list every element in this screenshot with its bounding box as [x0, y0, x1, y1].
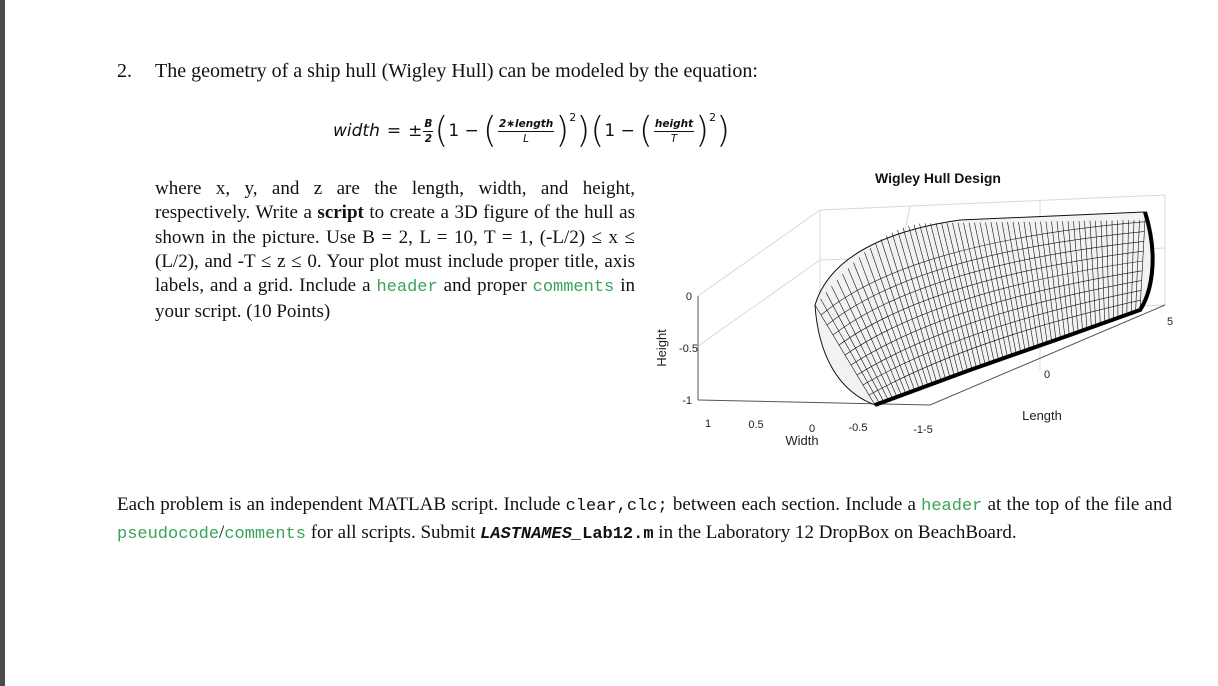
eq-lhs: width [333, 121, 380, 141]
paren-open: ( [638, 110, 653, 151]
desc-text: to create a 3D figure of the hull as shown in the picture. Use B = 2, L = 10, T = 1, (-L/2) ≤ x ≤ (L/2), and -T ≤ z ≤ 0. Your plot must include proper title, axis labels, and a grid. Include a [155, 202, 636, 297]
axis-box-edge [820, 195, 1165, 210]
x-tick-1: 1 [704, 418, 712, 430]
frac-length-den: L [523, 132, 530, 145]
eq-one-minus-1: 1 − [448, 121, 479, 141]
paren-close: ) [555, 110, 570, 151]
z-tick-0: 0 [685, 291, 692, 303]
eq-one-minus-2: 1 − [604, 121, 635, 141]
frac-height-den: T [670, 132, 678, 145]
footer-pseudocode-keyword: pseudocode [117, 525, 220, 544]
footer-text: in the Laboratory 12 DropBox on BeachBoard. [653, 522, 1017, 543]
x-tick-0: 0 [808, 423, 816, 435]
footer-filename-italic: LASTNAMES_ [480, 525, 583, 544]
problem-description [155, 177, 635, 325]
paren-close: ) [716, 110, 731, 151]
desc-text: and proper [437, 275, 533, 297]
x-tick-neg-1: -1-5 [913, 424, 933, 436]
eq-exponent: 2 [709, 110, 717, 124]
x-tick-labels [705, 418, 933, 436]
footer-text: Each problem is an independent MATLAB script. Include [117, 494, 566, 515]
eq-exponent: 2 [569, 110, 577, 124]
question-title: The geometry of a ship hull (Wigley Hull) can be modeled by the equation: [155, 60, 758, 82]
paren-open: ( [434, 110, 449, 151]
paren-open: ( [590, 110, 605, 151]
hull-3d-plot [640, 160, 1200, 460]
frac-b-den: 2 [424, 132, 433, 145]
x-axis-label: Width [785, 433, 819, 448]
desc-text: where x, y, and z are the length, width, and height, respectively. Write a [155, 178, 635, 224]
chart-title: Wigley Hull Design [875, 170, 1001, 186]
z-tick-labels [679, 291, 698, 407]
footer-header-keyword: header [921, 497, 983, 516]
window-edge [0, 0, 5, 686]
footer-code: clear,clc; [565, 497, 668, 516]
footer-filename: Lab12.m [582, 525, 654, 544]
eq-equals: = [386, 121, 402, 141]
paren-open: ( [482, 110, 497, 151]
y-tick-5: 5 [1166, 316, 1174, 328]
footer-text: between each section. Include a [667, 494, 922, 515]
footer-text: at the top of the file and [982, 494, 1172, 515]
desc-header-keyword: header [376, 278, 438, 298]
frac-length-num: 2∗length [498, 117, 554, 130]
question-number: 2. [117, 60, 132, 82]
desc-text: in your script. (10 Points) [155, 275, 635, 323]
hull-equation [333, 103, 730, 159]
y-axis-label: Length [1022, 408, 1062, 423]
x-axis-line [698, 400, 930, 405]
x-tick-half: 0.5 [748, 419, 764, 431]
frac-length [498, 118, 554, 145]
z-tick-neg-half: -0.5 [679, 343, 698, 355]
frac-height-num: height [654, 117, 694, 130]
y-tick-0: 0 [1043, 369, 1051, 381]
z-tick-neg-1: -1 [682, 395, 692, 407]
desc-script: script [317, 202, 364, 224]
paren-close: ) [695, 110, 710, 151]
x-tick-neg-half: -0.5 [848, 422, 868, 434]
frac-b-num: B [424, 117, 433, 130]
desc-comments-keyword: comments [532, 278, 615, 298]
axis-box-edge [698, 210, 820, 296]
eq-pm: ± [408, 121, 423, 141]
z-axis-label: Height [654, 329, 669, 367]
instructions-footer [117, 492, 1172, 548]
footer-slash: / [219, 522, 225, 543]
footer-text: for all scripts. Submit [305, 522, 481, 543]
footer-comments-keyword: comments [224, 525, 306, 544]
frac-height [654, 118, 694, 145]
grid-line [698, 260, 820, 346]
paren-close: ) [576, 110, 591, 151]
frac-b-over-2 [423, 118, 433, 145]
